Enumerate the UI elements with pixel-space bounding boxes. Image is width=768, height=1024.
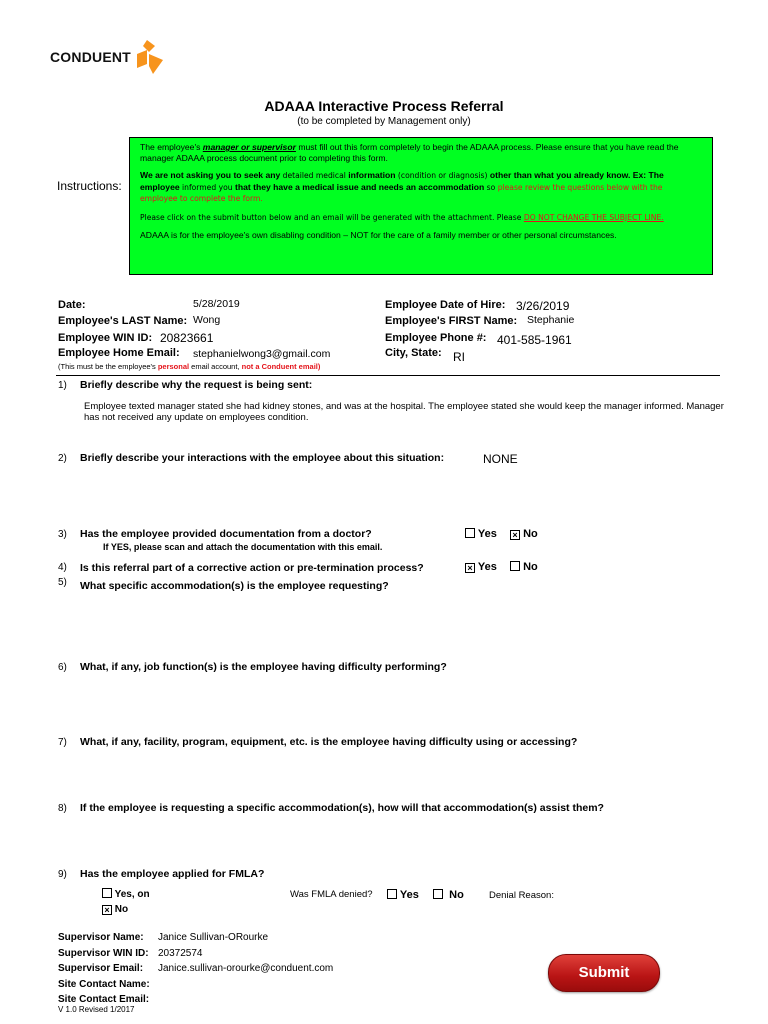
q3-no-checkbox[interactable]: × bbox=[510, 530, 520, 540]
q3-yes-option[interactable]: Yes bbox=[465, 528, 497, 540]
q1-number: 1) bbox=[58, 380, 67, 391]
q8-answer-field[interactable] bbox=[84, 819, 714, 859]
q4-yes-option[interactable]: × Yes bbox=[465, 561, 497, 573]
conduent-logo-icon bbox=[135, 40, 165, 74]
win-id-label: Employee WIN ID: bbox=[58, 332, 153, 344]
email-note: (This must be the employee's personal email account, not a Conduent email) bbox=[58, 362, 321, 371]
q3-number: 3) bbox=[58, 529, 67, 540]
date-field[interactable]: 5/28/2019 bbox=[193, 298, 240, 310]
q4-number: 4) bbox=[58, 562, 67, 573]
first-name-label: Employee's FIRST Name: bbox=[385, 315, 518, 327]
q3-note: If YES, please scan and attach the documentation with this email. bbox=[103, 542, 383, 552]
logo-text: CONDUENT bbox=[50, 49, 131, 65]
q4-no-checkbox[interactable] bbox=[510, 561, 520, 571]
fmla-denied-yes-option[interactable]: Yes bbox=[387, 889, 419, 901]
supervisor-block bbox=[58, 930, 333, 1008]
fmla-denied-yes-checkbox[interactable] bbox=[387, 889, 397, 899]
supervisor-name-field[interactable]: Janice Sullivan-ORourke bbox=[158, 932, 269, 943]
q1-answer-field[interactable]: Employee texted manager stated she had kidney stones, and was at the hospital. The employee stated she would keep the manager informed. Manager has not received any update on employees condition. bbox=[84, 401, 724, 423]
q3-yes-checkbox[interactable] bbox=[465, 528, 475, 538]
site-contact-name-row: Site Contact Name: bbox=[58, 978, 150, 990]
q6-number: 6) bbox=[58, 662, 67, 673]
q1-text: Briefly describe why the request is being sent: bbox=[80, 379, 313, 391]
q7-answer-field[interactable] bbox=[84, 753, 714, 793]
city-state-field[interactable]: RI bbox=[453, 350, 465, 364]
supervisor-win-field[interactable]: 20372574 bbox=[158, 947, 203, 959]
q7-number: 7) bbox=[58, 737, 67, 748]
section-divider bbox=[56, 375, 720, 376]
phone-label: Employee Phone #: bbox=[385, 332, 487, 344]
q5-text: What specific accommodation(s) is the employee requesting? bbox=[80, 580, 389, 592]
instructions-paragraph-3: Please click on the submit button below and an email will be generated with the attachment. Please DO NOT CHANGE THE SUBJECT LINE. bbox=[140, 212, 664, 222]
supervisor-email-row: Supervisor Email: Janice.sullivan-orourke@conduent.com bbox=[58, 963, 334, 974]
q6-answer-field[interactable] bbox=[84, 678, 714, 728]
fmla-denied-no-option[interactable]: No bbox=[433, 889, 464, 901]
q3-text: Has the employee provided documentation from a doctor? bbox=[80, 528, 372, 540]
fmla-no-checkbox[interactable]: × bbox=[102, 905, 112, 915]
fmla-denied-label: Was FMLA denied? bbox=[290, 889, 373, 900]
fmla-yes-option[interactable]: Yes, on bbox=[102, 888, 150, 900]
hire-date-field[interactable]: 3/26/2019 bbox=[516, 299, 570, 313]
instructions-label: Instructions: bbox=[57, 179, 122, 193]
conduent-logo bbox=[50, 40, 165, 74]
q9-number: 9) bbox=[58, 869, 67, 880]
supervisor-name-row: Supervisor Name: Janice Sullivan-ORourke bbox=[58, 932, 269, 943]
last-name-label: Employee's LAST Name: bbox=[58, 315, 188, 327]
q8-number: 8) bbox=[58, 803, 67, 814]
city-state-label: City, State: bbox=[385, 347, 442, 359]
phone-field[interactable]: 401-585-1961 bbox=[497, 333, 572, 347]
form-title: ADAAA Interactive Process Referral bbox=[264, 98, 504, 114]
fmla-no-option[interactable]: × No bbox=[102, 904, 128, 915]
home-email-field[interactable]: stephanielwong3@gmail.com bbox=[193, 348, 331, 360]
submit-button[interactable]: Submit bbox=[548, 954, 660, 992]
form-subtitle: (to be completed by Management only) bbox=[297, 116, 471, 127]
fmla-denied-no-checkbox[interactable] bbox=[433, 889, 443, 899]
q8-text: If the employee is requesting a specific accommodation(s), how will that accommodation(s) assist them? bbox=[80, 802, 604, 814]
q2-text: Briefly describe your interactions with the employee about this situation: bbox=[80, 452, 445, 464]
q4-yes-checkbox[interactable]: × bbox=[465, 563, 475, 573]
q2-number: 2) bbox=[58, 453, 67, 464]
q9-text: Has the employee applied for FMLA? bbox=[80, 868, 265, 880]
instructions-paragraph-1: The employee's manager or supervisor must fill out this form completely to begin the ADAAA process. Please ensure that you have read the manager ADAAA process document prior to completing this form. bbox=[140, 142, 679, 163]
first-name-field[interactable]: Stephanie bbox=[527, 314, 575, 326]
instructions-paragraph-4: ADAAA is for the employee's own disabling condition – NOT for the care of a family member or other personal circumstances. bbox=[140, 230, 617, 240]
last-name-field[interactable]: Wong bbox=[193, 314, 221, 326]
q5-number: 5) bbox=[58, 577, 67, 588]
site-contact-email-row: Site Contact Email: bbox=[58, 994, 150, 1005]
q4-no-option[interactable]: No bbox=[510, 561, 538, 573]
q6-text: What, if any, job function(s) is the employee having difficulty performing? bbox=[80, 661, 447, 673]
supervisor-email-field[interactable]: Janice.sullivan-orourke@conduent.com bbox=[158, 963, 334, 974]
q3-no-option[interactable]: × No bbox=[510, 528, 538, 540]
win-id-field[interactable]: 20823661 bbox=[160, 331, 214, 345]
q4-text: Is this referral part of a corrective action or pre-termination process? bbox=[80, 562, 424, 574]
hire-date-label: Employee Date of Hire: bbox=[385, 299, 506, 311]
instructions-box bbox=[129, 137, 713, 275]
home-email-label: Employee Home Email: bbox=[58, 347, 180, 359]
supervisor-win-row: Supervisor WIN ID: 20372574 bbox=[58, 947, 203, 959]
fmla-yes-checkbox[interactable] bbox=[102, 888, 112, 898]
q7-text: What, if any, facility, program, equipment, etc. is the employee having difficulty using or accessing? bbox=[80, 736, 578, 748]
q2-answer-field[interactable]: NONE bbox=[483, 452, 518, 466]
version-text: V 1.0 Revised 1/2017 bbox=[58, 1005, 135, 1014]
instructions-paragraph-2: We are not asking you to seek any detailed medical information (condition or diagnosis) other than what you already know. Ex: The employee informed you that they have a medical issue and needs an accommodation so please review the questions below with the employee to complete the form. bbox=[140, 170, 664, 203]
date-label: Date: bbox=[58, 299, 86, 311]
denial-reason-label: Denial Reason: bbox=[489, 890, 554, 901]
q5-answer-field[interactable] bbox=[84, 598, 714, 648]
